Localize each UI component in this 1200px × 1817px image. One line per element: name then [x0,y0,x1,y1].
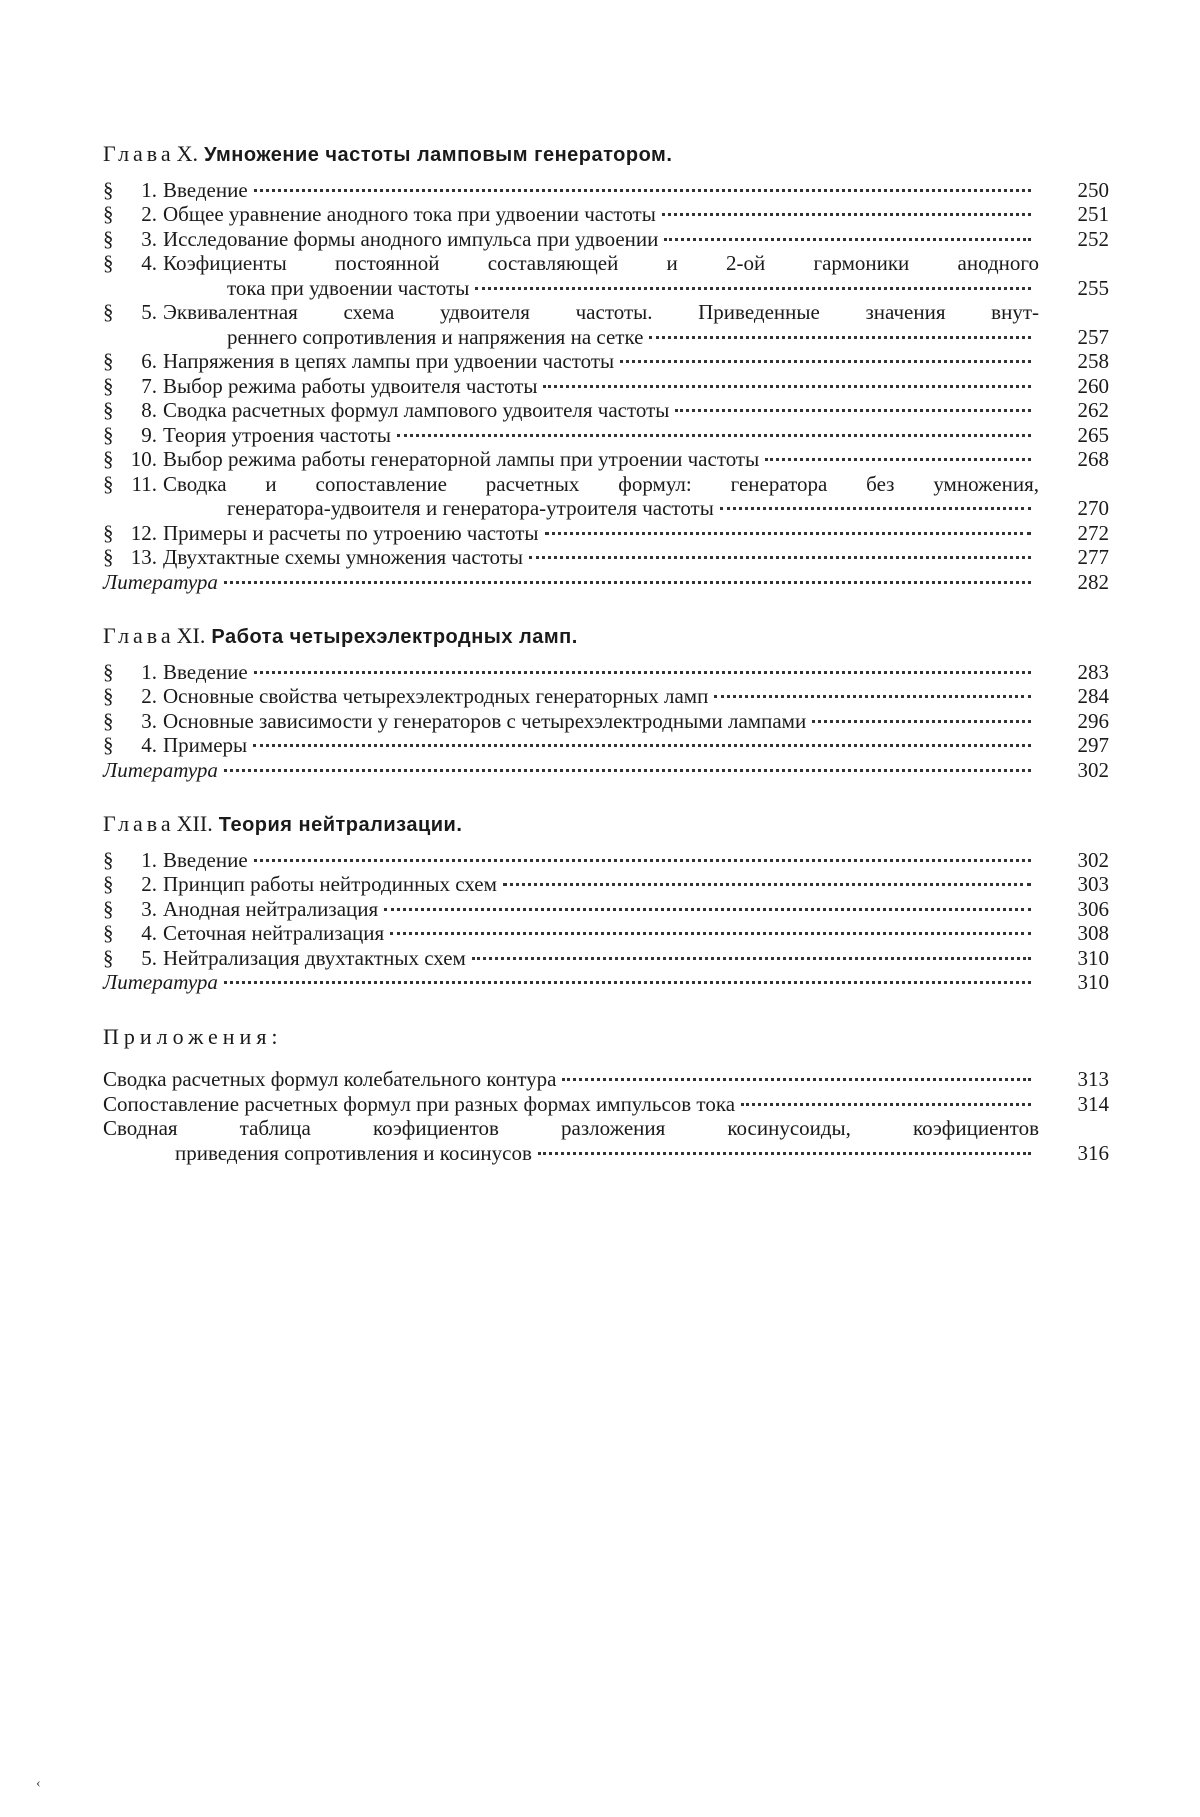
page-number: 252 [1069,227,1109,252]
toc-entry[interactable] [103,921,1109,946]
page-number: 313 [1069,1067,1109,1092]
section-mark: § [103,423,119,448]
dot-leader [545,532,1031,535]
dot-leader [812,720,1031,723]
section-mark: § [103,227,119,252]
dot-leader [224,981,1031,984]
entry-number: 4. [119,733,163,758]
page-number: 297 [1069,733,1109,758]
dot-leader [543,385,1031,388]
toc-entry[interactable] [103,521,1109,546]
dot-leader [475,287,1031,290]
entry-title: Общее уравнение анодного тока при удвоении частоты [163,202,656,227]
section-mark: § [103,202,119,227]
entry-title: Двухтактные схемы умножения частоты [163,545,523,570]
toc-entry[interactable] [103,349,1109,374]
dot-leader [620,360,1031,363]
chapter-title: Умножение частоты ламповым генератором. [204,144,672,166]
entry-number: 6. [119,349,163,374]
toc-entry[interactable] [103,227,1109,252]
dot-leader [714,695,1031,698]
entry-number: 2. [119,202,163,227]
entry-number: 7. [119,374,163,399]
literature-entry[interactable] [103,758,1109,783]
dot-leader [503,883,1031,886]
section-mark: § [103,300,119,325]
entry-title: Нейтрализация двухтактных схем [163,946,466,971]
page-number: 310 [1069,970,1109,995]
page-number: 283 [1069,660,1109,685]
dot-leader [390,932,1031,935]
chapter-section [103,624,1109,782]
dot-leader [224,581,1031,584]
page-number: 296 [1069,709,1109,734]
page-number: 302 [1069,848,1109,873]
entry-title: Принцип работы нейтродинных схем [163,872,497,897]
entry-title: Сводка и сопоставление расчетных формул: генератора без умножения, [163,472,1109,497]
section-mark: § [103,398,119,423]
entry-title: Сводка расчетных формул лампового удвоителя частоты [163,398,669,423]
section-mark: § [103,521,119,546]
toc-entry[interactable] [103,709,1109,734]
toc-entry[interactable] [103,374,1109,399]
entry-number: 9. [119,423,163,448]
dot-leader [741,1103,1031,1106]
entry-title: Эквивалентная схема удвоителя частоты. Приведенные значения внут- [163,300,1109,325]
page-number: 282 [1069,570,1109,595]
toc-entry[interactable] [103,684,1109,709]
dot-leader [675,409,1031,412]
entry-title: Примеры [163,733,247,758]
dot-leader [562,1078,1031,1081]
page-number: 272 [1069,521,1109,546]
toc-entry[interactable] [103,202,1109,227]
page-number: 310 [1069,946,1109,971]
page-number: 257 [1069,325,1109,350]
dot-leader [472,957,1031,960]
section-mark: § [103,709,119,734]
entry-title: Основные зависимости у генераторов с четырехэлектродными лампами [163,709,806,734]
entry-title: Сопоставление расчетных формул при разных формах импульсов тока [103,1092,735,1117]
page-number: 265 [1069,423,1109,448]
section-mark: § [103,848,119,873]
dot-leader [662,213,1031,216]
table-of-contents [103,142,1109,1195]
entry-number: 2. [119,684,163,709]
toc-entry[interactable] [103,178,1109,203]
section-mark: § [103,349,119,374]
section-mark: § [103,447,119,472]
chapter-number: XII. [177,811,213,836]
entry-title: генератора-удвоителя и генератора-утроителя частоты [227,496,714,521]
section-mark: § [103,921,119,946]
page-number: 270 [1069,496,1109,521]
page-number: 316 [1069,1141,1109,1166]
dot-leader [397,434,1031,437]
entry-number: 13. [119,545,163,570]
chapter-title: Теория нейтрализации. [219,814,463,836]
toc-entry[interactable] [103,423,1109,448]
chapter-section [103,142,1109,594]
entry-number: 8. [119,398,163,423]
section-mark: § [103,660,119,685]
appendix-entry[interactable] [103,1116,1109,1165]
toc-entry[interactable] [103,946,1109,971]
toc-entry[interactable] [103,300,1109,349]
page-number: 302 [1069,758,1109,783]
dot-leader [224,769,1031,772]
entry-number: 1. [119,848,163,873]
chapter-label: Глава [103,141,175,166]
section-mark: § [103,733,119,758]
entry-title: Выбор режима работы удвоителя частоты [163,374,537,399]
section-mark: § [103,374,119,399]
entry-title: Исследование формы анодного импульса при удвоении [163,227,658,252]
toc-entry[interactable] [103,848,1109,873]
entry-number: 5. [119,946,163,971]
entry-number: 11. [119,472,163,497]
chapter-number: XI. [177,623,206,648]
entry-number: 4. [119,251,163,276]
page-number: 306 [1069,897,1109,922]
literature-entry[interactable] [103,570,1109,595]
appendix-entry[interactable] [103,1092,1109,1117]
entry-number: 1. [119,178,163,203]
entry-number: 5. [119,300,163,325]
section-mark: § [103,684,119,709]
dot-leader [254,189,1031,192]
section-mark: § [103,472,119,497]
toc-entry[interactable] [103,447,1109,472]
page-number: 308 [1069,921,1109,946]
entry-title: Сводка расчетных формул колебательного контура [103,1067,556,1092]
page-number: 277 [1069,545,1109,570]
toc-entry[interactable] [103,733,1109,758]
dot-leader [765,458,1031,461]
section-mark: § [103,897,119,922]
chapter-label: Глава [103,811,175,836]
entry-title: Выбор режима работы генераторной лампы при утроении частоты [163,447,759,472]
entry-number: 1. [119,660,163,685]
section-mark: § [103,872,119,897]
entry-title: Введение [163,660,248,685]
toc-entry[interactable] [103,660,1109,685]
chapter-heading [103,812,1109,838]
literature-entry[interactable] [103,970,1109,995]
dot-leader [253,744,1031,747]
page-number: 250 [1069,178,1109,203]
toc-entry[interactable] [103,398,1109,423]
entry-title: Анодная нейтрализация [163,897,378,922]
section-mark: § [103,946,119,971]
page-edge-mark: ‹ [36,1776,41,1792]
toc-entry[interactable] [103,897,1109,922]
chapter-number: X. [177,141,198,166]
dot-leader [664,238,1031,241]
entry-number: 3. [119,227,163,252]
entry-number: 4. [119,921,163,946]
entry-title: Введение [163,178,248,203]
page-number: 258 [1069,349,1109,374]
dot-leader [529,556,1031,559]
chapter-title: Работа четырехэлектродных ламп. [211,626,577,648]
toc-entry[interactable] [103,545,1109,570]
chapter-heading [103,624,1109,650]
entry-number: 3. [119,897,163,922]
literature-title: Литература [103,758,218,783]
entry-number: 2. [119,872,163,897]
page-number: 314 [1069,1092,1109,1117]
entry-title: Коэфициенты постоянной составляющей и 2-ой гармоники анодного [163,251,1109,276]
section-mark: § [103,178,119,203]
appendix-heading: Приложения: [103,1025,1109,1050]
dot-leader [384,908,1031,911]
appendix-section [103,1025,1109,1166]
dot-leader [254,859,1031,862]
chapter-heading [103,142,1109,168]
chapter-section [103,812,1109,995]
toc-entry[interactable] [103,872,1109,897]
literature-title: Литература [103,970,218,995]
page-number: 303 [1069,872,1109,897]
page-number: 255 [1069,276,1109,301]
appendix-entry[interactable] [103,1067,1109,1092]
entry-title: Примеры и расчеты по утроению частоты [163,521,539,546]
entry-title: Напряжения в цепях лампы при удвоении частоты [163,349,614,374]
entry-title: Сводная таблица коэфициентов разложения косинусоиды, коэфициентов [103,1116,1109,1141]
entry-title: Основные свойства четырехэлектродных генераторных ламп [163,684,708,709]
dot-leader [720,507,1031,510]
page-number: 284 [1069,684,1109,709]
entry-title: Сеточная нейтрализация [163,921,384,946]
entry-title: Введение [163,848,248,873]
page-number: 268 [1069,447,1109,472]
dot-leader [538,1152,1031,1155]
entry-number: 10. [119,447,163,472]
page-number: 260 [1069,374,1109,399]
entry-title: реннего сопротивления и напряжения на сетке [227,325,643,350]
entry-number: 3. [119,709,163,734]
toc-entry[interactable] [103,472,1109,521]
entry-title: приведения сопротивления и косинусов [175,1141,532,1166]
chapter-label: Глава [103,623,175,648]
dot-leader [254,671,1031,674]
entry-title: Теория утроения частоты [163,423,391,448]
section-mark: § [103,251,119,276]
dot-leader [649,336,1031,339]
toc-entry[interactable] [103,251,1109,300]
section-mark: § [103,545,119,570]
literature-title: Литература [103,570,218,595]
entry-number: 12. [119,521,163,546]
page-number: 262 [1069,398,1109,423]
page-number: 251 [1069,202,1109,227]
entry-title: тока при удвоении частоты [227,276,469,301]
